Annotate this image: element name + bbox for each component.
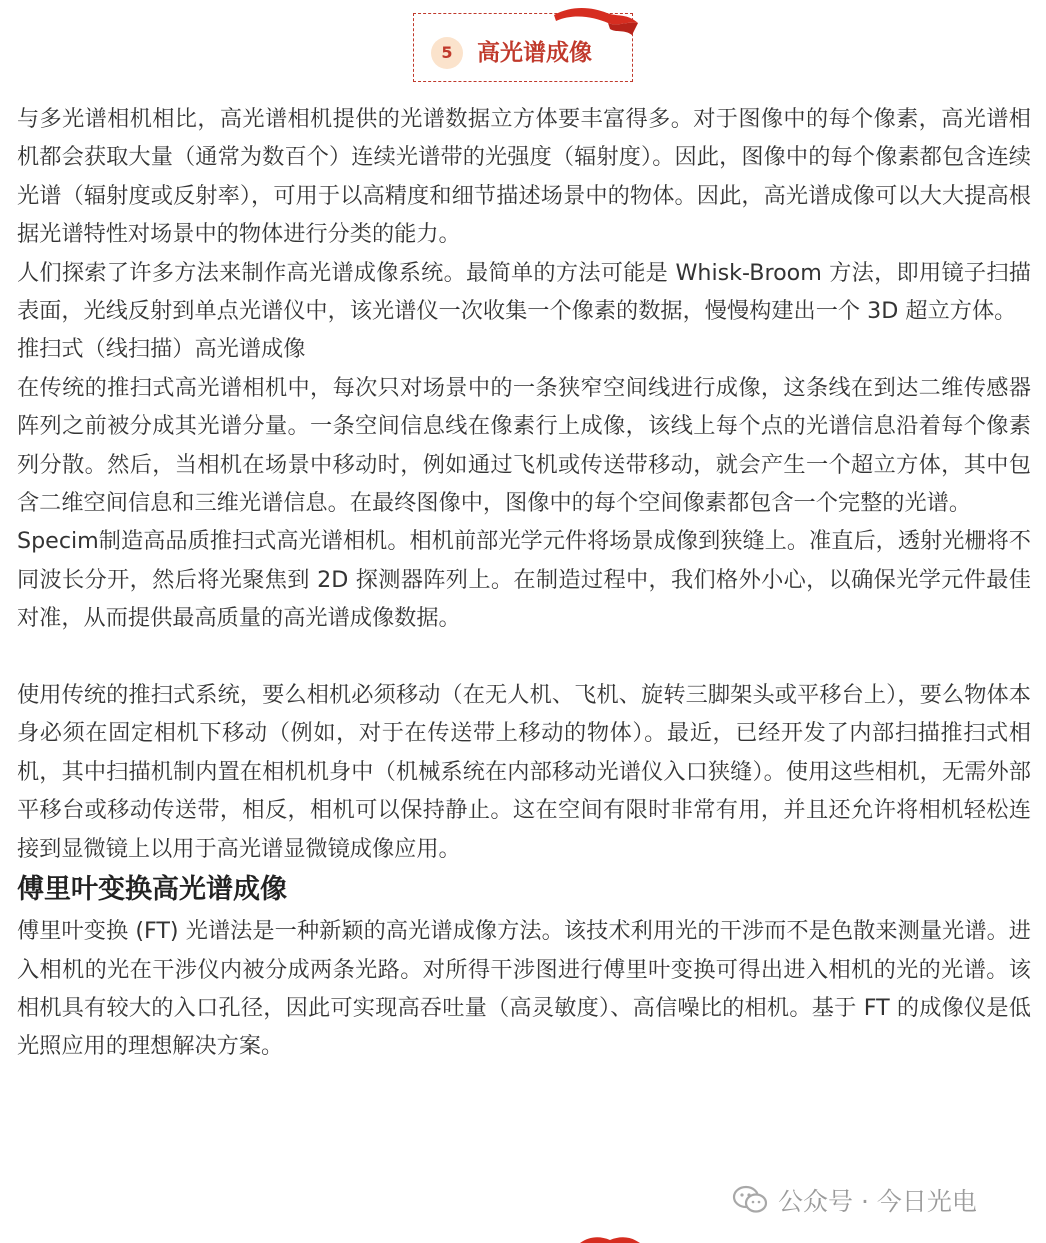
paragraph-internal-scan: 使用传统的推扫式系统，要么相机必须移动（在无人机、飞机、旋转三脚架头或平移台上），要么物体本身必须在固定相机下移动（例如，对于在传送带上移动的物体）。最近，已经开发了内部扫描推扫式相机，其中扫描机制内置在相机机身中（机械系统在内部移动光谱仪入口狭缝）。使用这些相机，无需外部平移台或移动传送带，相反，相机可以保持静止。这在空间有限时非常有用，并且还允许将相机轻松连接到显微镜上以用于高光谱显微镜成像应用。 — [17, 682, 1031, 862]
wechat-icon — [732, 1185, 768, 1215]
heading-fourier: 傅里叶变换高光谱成像 — [17, 874, 287, 906]
paragraph-spacer — [17, 638, 1031, 676]
paragraph-pushbroom: 在传统的推扫式高光谱相机中，每次只对场景中的一条狭窄空间线进行成像，这条线在到达二维传感器阵列之前被分成其光谱分量。一条空间信息线在像素行上成像，该线上每个点的光谱信息沿着每个像素列分散。然后，当相机在场景中移动时，例如通过飞机或传送带移动，就会产生一个超立方体，其中包含二维空间信息和三维光谱信息。在最终图像中，图像中的每个空间像素都包含一个完整的光谱。 — [17, 374, 1031, 517]
paragraph-methods: 人们探索了许多方法来制作高光谱成像系统。最简单的方法可能是 Whisk-Broom 方法，即用镜子扫描表面，光线反射到单点光谱仪中，该光谱仪一次收集一个像素的数据，慢慢构建出一个 3D 超立方体。 — [17, 259, 1031, 325]
section-title: 高光谱成像 — [477, 40, 592, 66]
watermark — [732, 1180, 977, 1220]
bottom-decoration — [580, 1236, 640, 1243]
paragraph-fourier: 傅里叶变换 (FT) 光谱法是一种新颖的高光谱成像方法。该技术利用光的干涉而不是色散来测量光谱。进入相机的光在干涉仪内被分成两条光路。对所得干涉图进行傅里叶变换可得出进入相机的光的光谱。该相机具有较大的入口孔径，因此可实现高吞吐量（高灵敏度）、高信噪比的相机。基于 FT 的成像仪是低光照应用的理想解决方案。 — [17, 918, 1031, 1060]
watermark-text: 公众号 · 今日光电 — [778, 1187, 977, 1216]
article-body — [17, 100, 1031, 1066]
section-number-badge: 5 — [431, 37, 463, 69]
subheading-pushbroom: 推扫式（线扫描）高光谱成像 — [17, 336, 306, 363]
paragraph-specim: Specim制造高品质推扫式高光谱相机。相机前部光学元件将场景成像到狭缝上。准直后，透射光栅将不同波长分开，然后将光聚焦到 2D 探测器阵列上。在制造过程中，我们格外小心，以确保光学元件最佳对准，从而提供最高质量的高光谱成像数据。 — [17, 528, 1031, 632]
paragraph-intro: 与多光谱相机相比，高光谱相机提供的光谱数据立方体要丰富得多。对于图像中的每个像素，高光谱相机都会获取大量（通常为数百个）连续光谱带的光强度（辐射度）。因此，图像中的每个像素都包含连续光谱（辐射度或反射率），可用于以高精度和细节描述场景中的物体。因此，高光谱成像可以大大提高根据光谱特性对场景中的物体进行分类的能力。 — [17, 106, 1031, 248]
